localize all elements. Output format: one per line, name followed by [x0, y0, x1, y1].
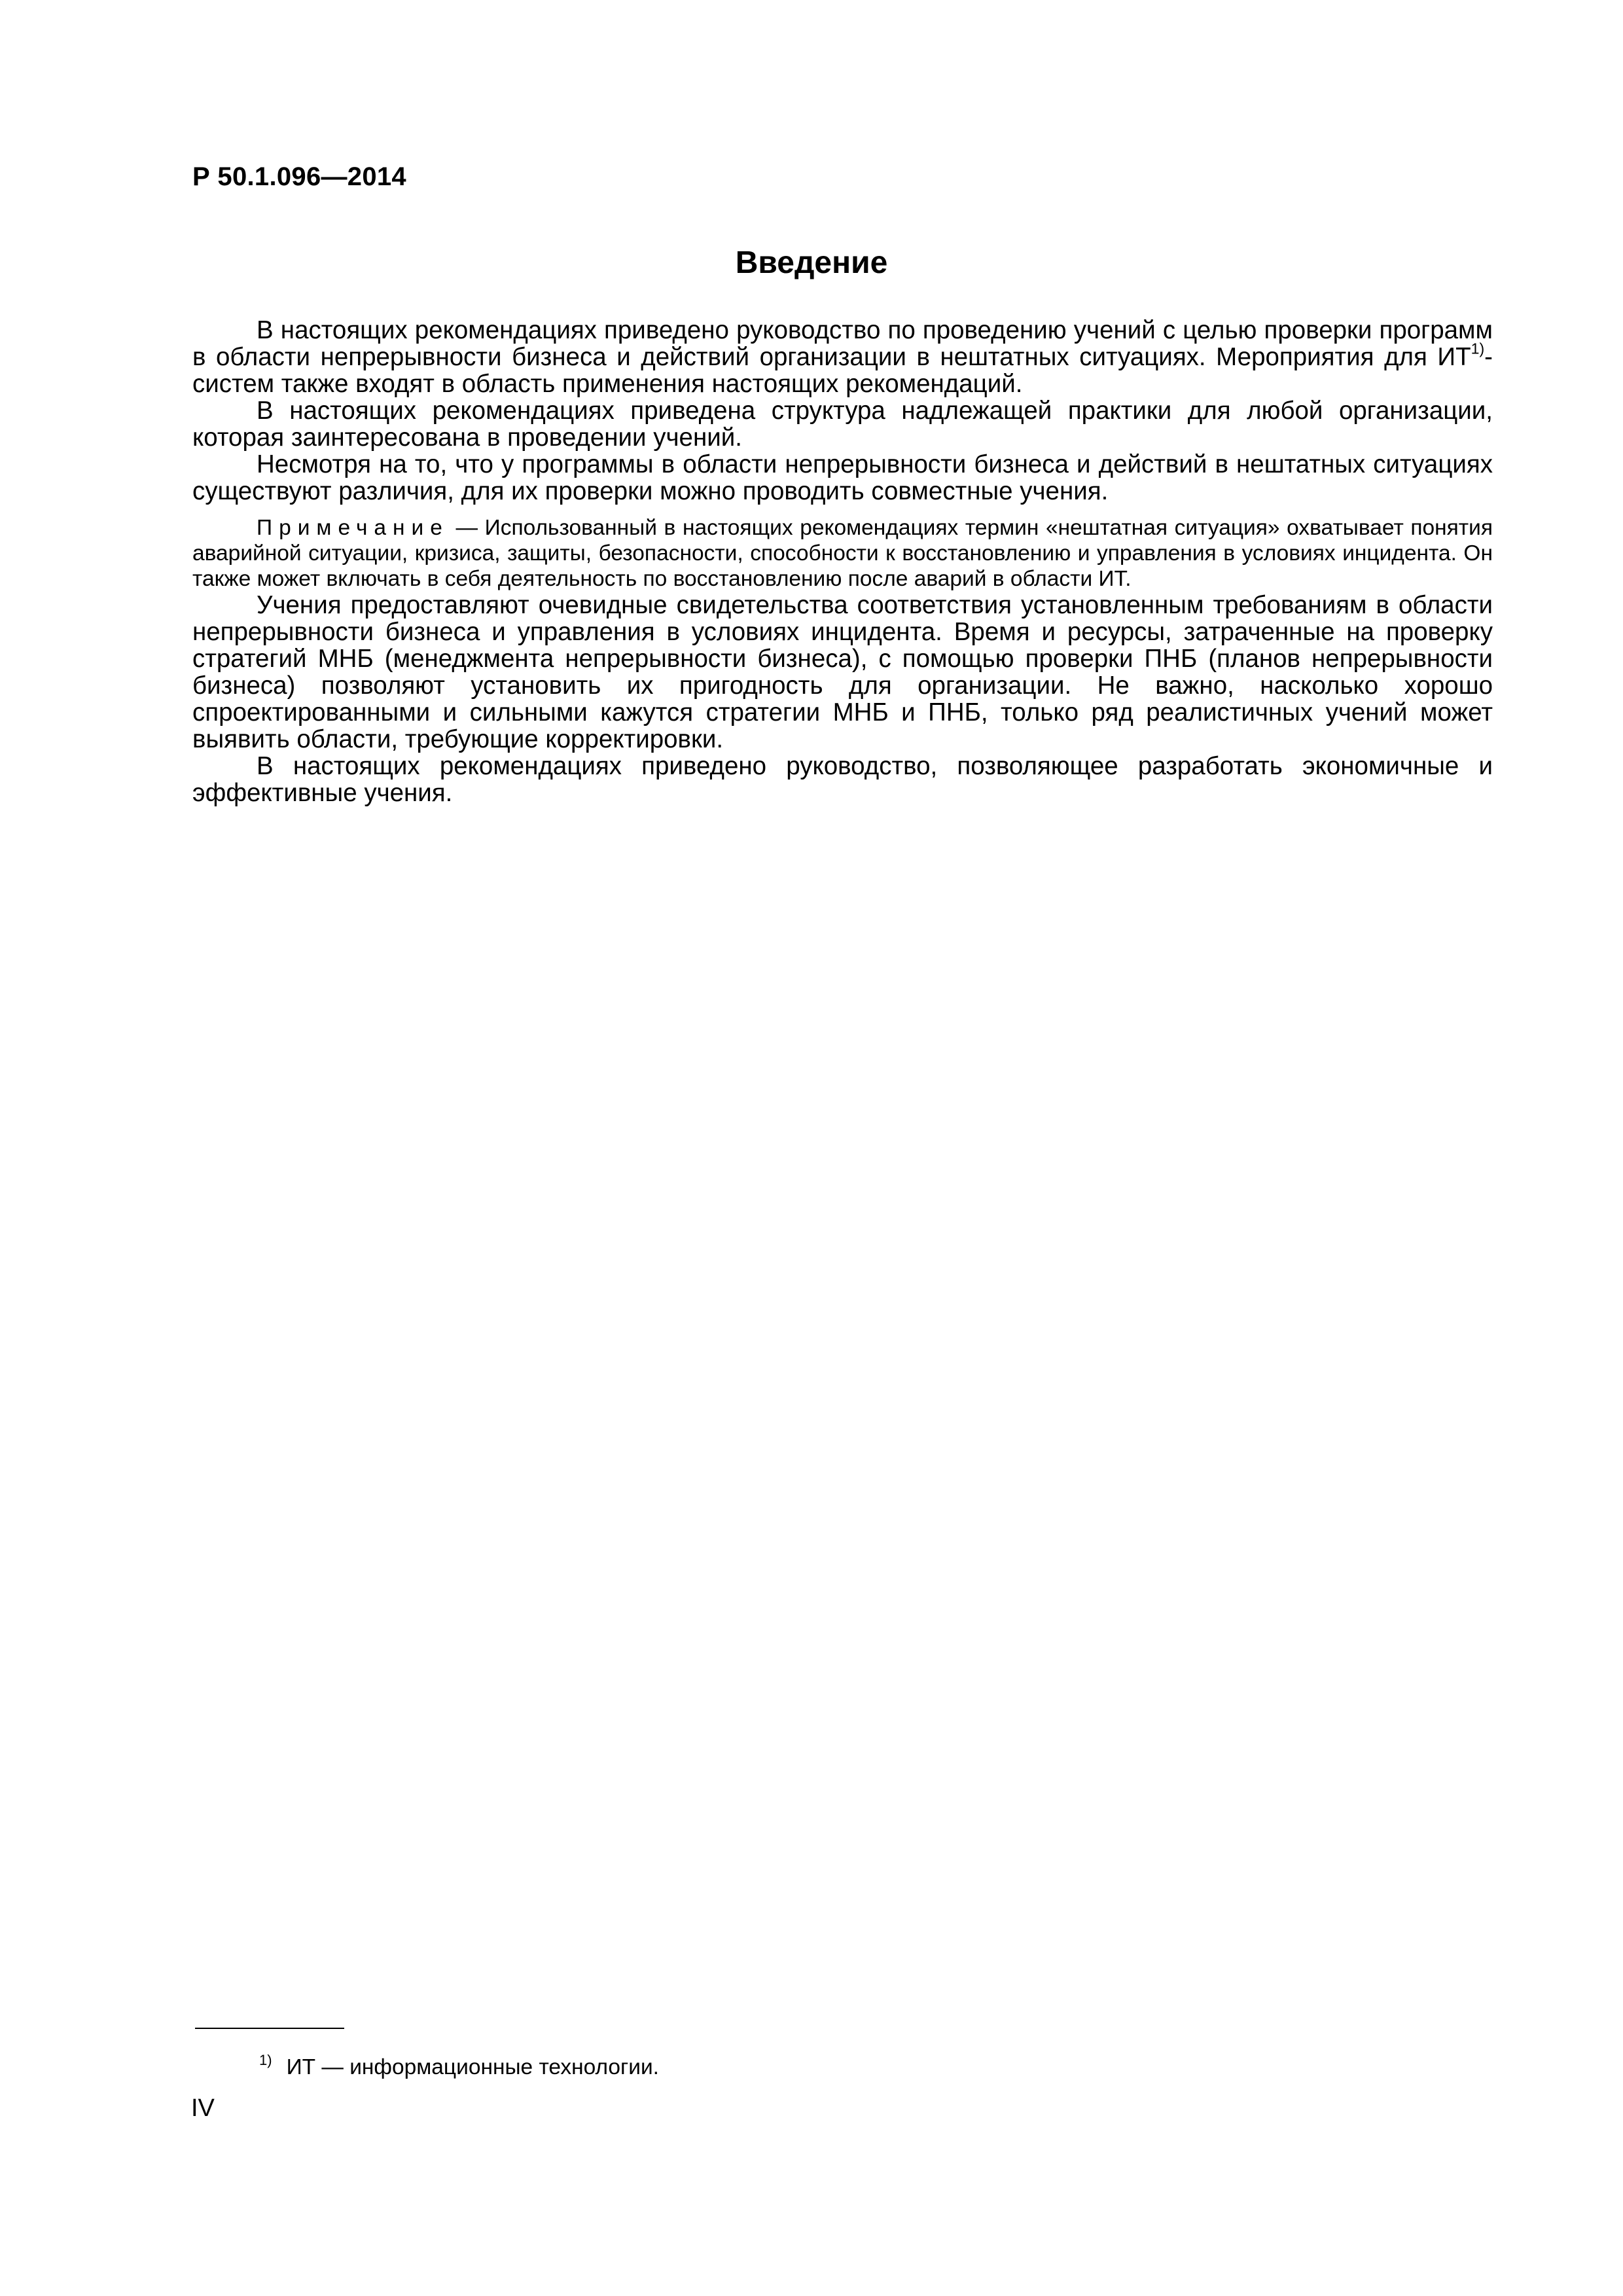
- footnote-marker: 1): [259, 2052, 272, 2068]
- page-title: Введение: [735, 245, 888, 280]
- paragraph-4: Учения предоставляют очевидные свидетельства соответствия установленным требованиям в области непрерывности бизнеса и управления в условиях инцидента. Время и ресурсы, затраченные на проверку стратегий МНБ (менеджмента непрерывности бизнеса), с помощью проверки ПНБ (планов непрерывности бизнеса) позволяют установить их пригодность для организации. Не важно, насколько хорошо спроектированными и сильными кажутся стратегии МНБ и ПНБ, только ряд реалистичных учений может выявить области, требующие корректировки.: [192, 591, 1493, 753]
- paragraph-2: В настоящих рекомендациях приведена структура надлежащей практики для любой организации, которая заинтересована в проведении учений.: [192, 397, 1493, 452]
- footnote-text: ИТ — информационные технологии.: [286, 2055, 659, 2079]
- footnote-reference: 1): [1471, 340, 1485, 357]
- note: [192, 515, 1493, 592]
- page-number: IV: [191, 2094, 215, 2122]
- paragraph-1: [192, 317, 1493, 397]
- footnote-divider: [195, 2028, 344, 2029]
- body-text: [192, 317, 1493, 806]
- paragraph-1-text-a: В настоящих рекомендациях приведено руководство по проведению учений с целью проверки программ в области непрерывности бизнеса и действий организации в нештатных ситуациях. Мероприятия для ИТ: [192, 316, 1493, 371]
- paragraph-1-text-b: -систем также входят в область применения настоящих рекомендаций.: [192, 343, 1493, 398]
- note-text: — Использованный в настоящих рекомендациях термин «нештатная ситуация» охватывает понятия аварийной ситуации, кризиса, защиты, безопасности, способности к восстановлению и управления в условиях инцидента. Он также может включать в себя деятельность по восстановлению после аварий в области ИТ.: [192, 516, 1493, 591]
- document-code: Р 50.1.096—2014: [192, 162, 406, 191]
- paragraph-3: Несмотря на то, что у программы в области непрерывности бизнеса и действий в нештатных ситуациях существуют различия, для их проверки можно проводить совместные учения.: [192, 450, 1493, 505]
- paragraph-5: В настоящих рекомендациях приведено руководство, позволяющее разработать экономичные и эффективные учения.: [192, 752, 1493, 807]
- note-label: Примечание: [257, 516, 449, 540]
- footnote: [259, 2047, 659, 2081]
